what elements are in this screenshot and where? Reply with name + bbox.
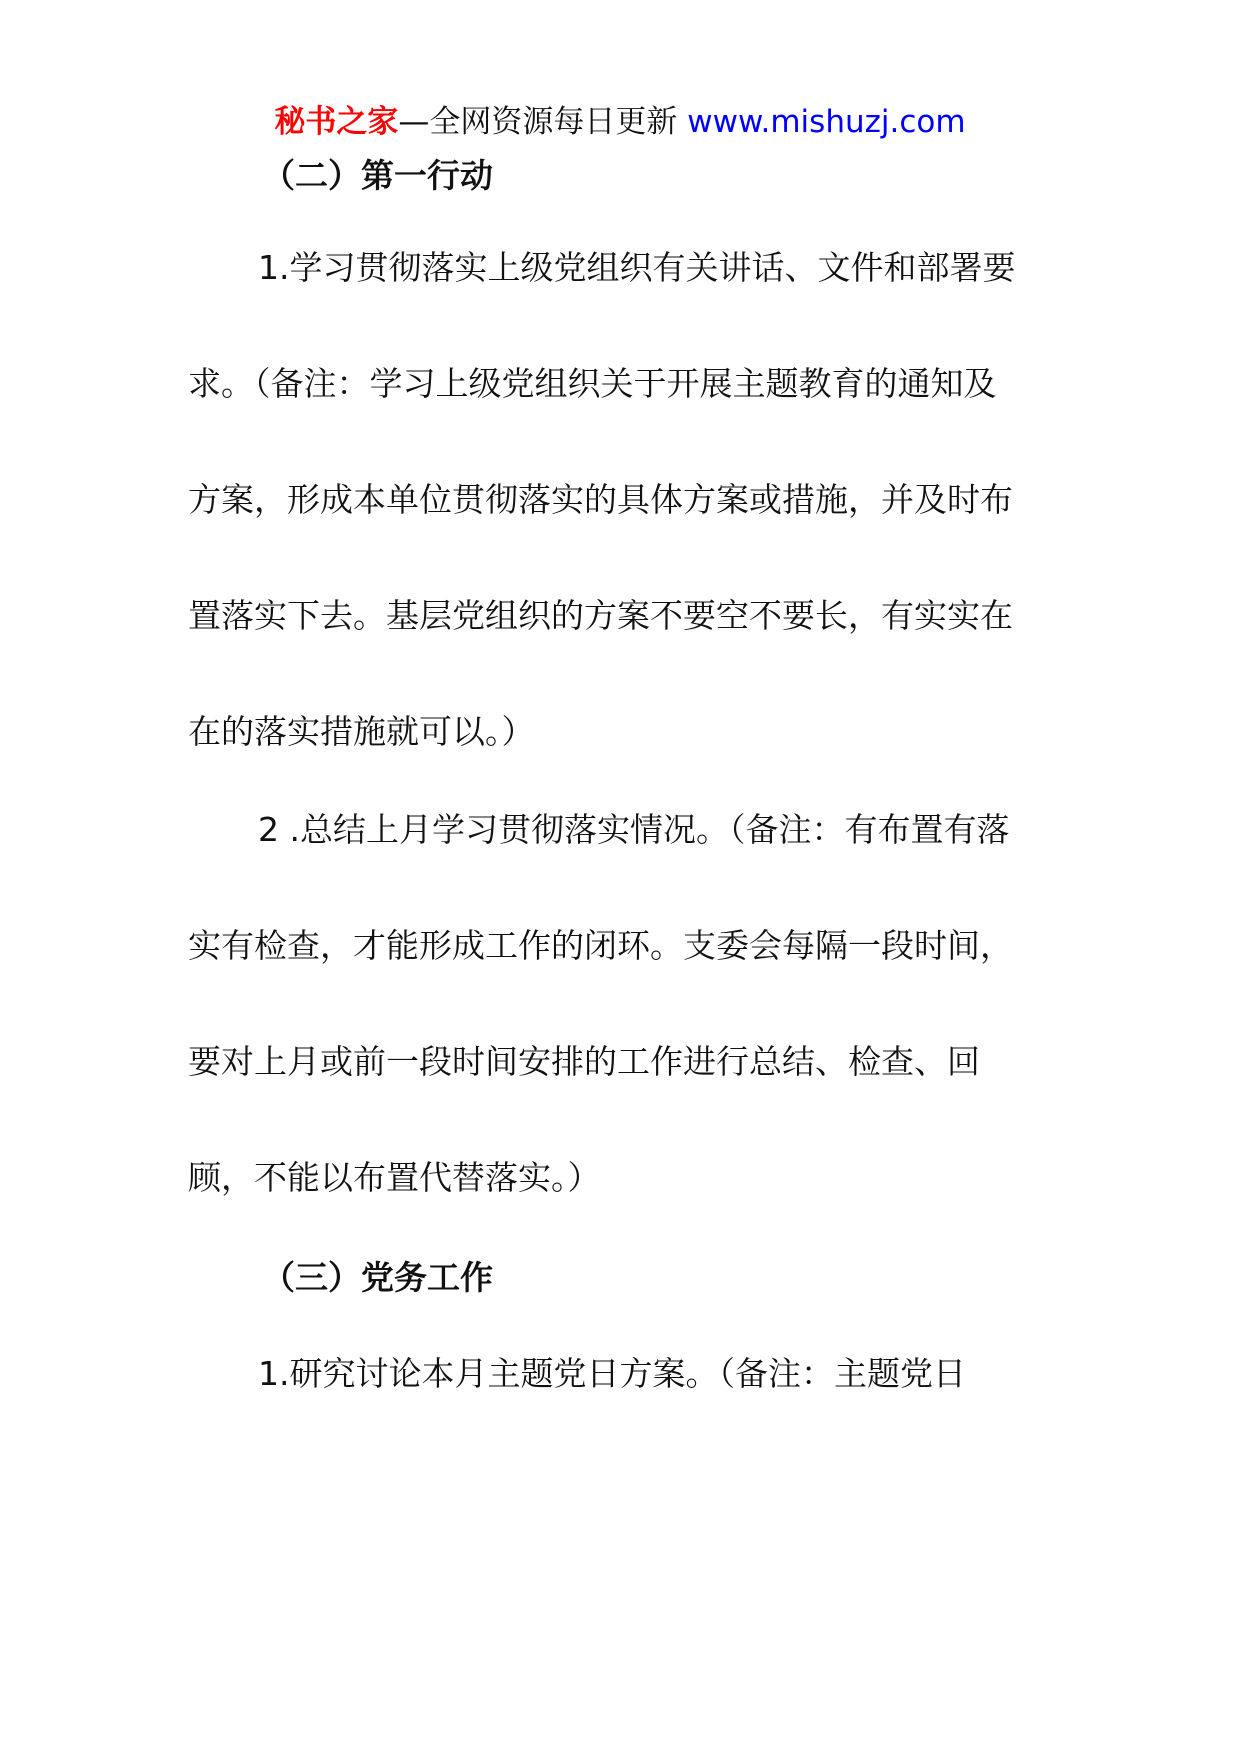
section-heading-two: （二）第一行动 xyxy=(262,156,493,195)
paragraph-line: 1.研究讨论本月主题党日方案。（备注：主题党日 xyxy=(258,1354,966,1393)
paragraph-line: 置落实下去。基层党组织的方案不要空不要长，有实实在 xyxy=(188,596,1013,635)
paragraph-line: 2 .总结上月学习贯彻落实情况。（备注：有布置有落 xyxy=(258,810,1010,849)
site-url: www.mishuzj.com xyxy=(687,104,966,140)
paragraph-line: 求。（备注：学习上级党组织关于开展主题教育的通知及 xyxy=(188,364,997,403)
paragraph-line: 要对上月或前一段时间安排的工作进行总结、检查、回 xyxy=(188,1042,980,1081)
paragraph-line: 实有检查，才能形成工作的闭环。支委会每隔一段时间， xyxy=(188,926,1013,965)
paragraph-line: 1.学习贯彻落实上级党组织有关讲话、文件和部署要 xyxy=(258,248,1016,287)
site-slogan: —全网资源每日更新 xyxy=(398,104,688,140)
paragraph-line: 方案，形成本单位贯彻落实的具体方案或措施，并及时布 xyxy=(188,480,1013,519)
page-header xyxy=(0,100,1240,144)
paragraph-line: 顾，不能以布置代替落实。） xyxy=(188,1158,601,1197)
paragraph-line: 在的落实措施就可以。） xyxy=(188,712,535,751)
site-brand: 秘书之家 xyxy=(274,104,399,140)
section-heading-three: （三）党务工作 xyxy=(262,1258,493,1297)
